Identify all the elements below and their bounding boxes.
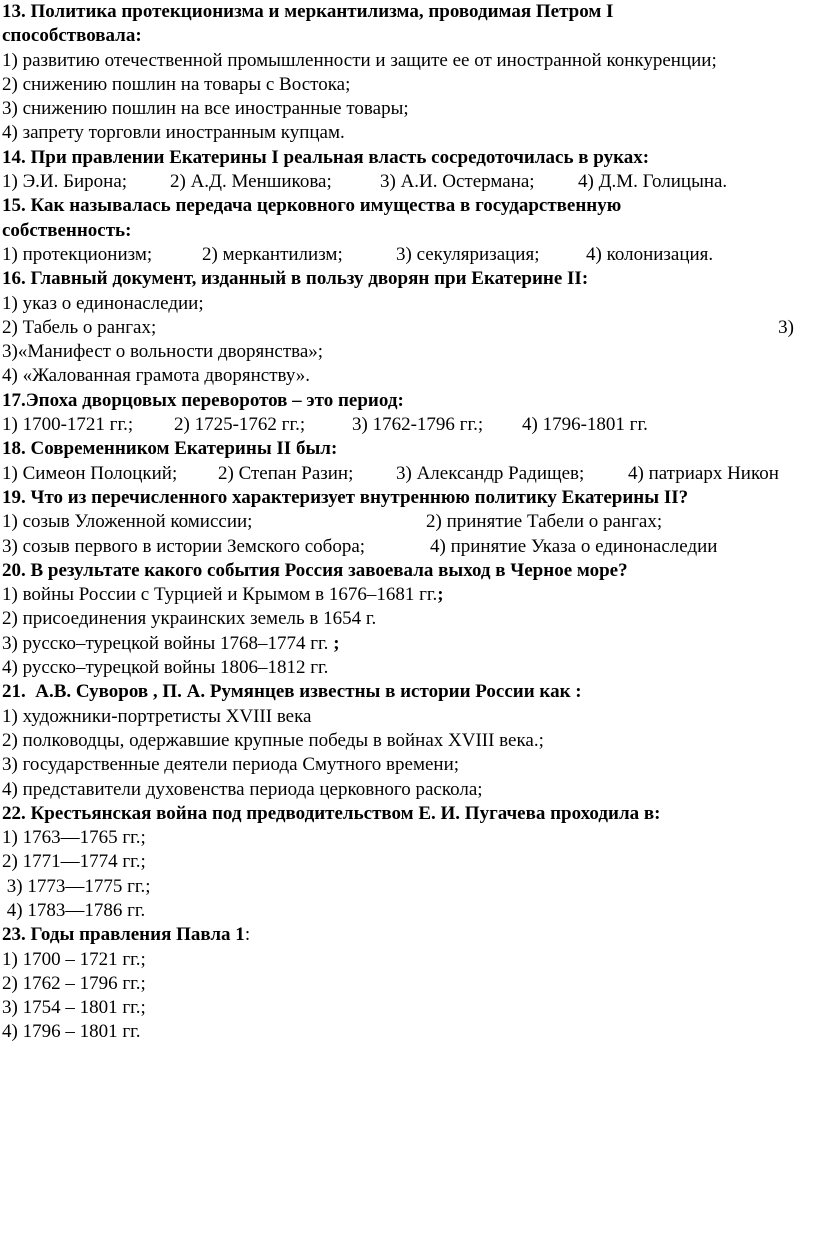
question-23-colon: : [244, 924, 251, 946]
question-19: 19. Что из перечисленного характеризует внутреннюю политику Екатерины II? [2, 486, 689, 508]
answer-19-4: 4) принятие Указа о единонаследии [430, 535, 718, 557]
answer-16-1: 1) указ о единонаследии; [2, 292, 204, 314]
answer-18-3: 3) Александр Радищев; [396, 462, 585, 484]
answer-21-1: 1) художники-портретисты XVIII века [2, 705, 312, 727]
question-15-line1: 15. Как называлась передача церковного имущества в государственную [2, 195, 622, 217]
answer-23-1: 1) 1700 – 1721 гг.; [2, 948, 146, 970]
answer-21-2: 2) полководцы, одержавшие крупные победы в войнах XVIII века.; [2, 729, 544, 751]
question-22: 22. Крестьянская война под предводительством Е. И. Пугачева проходила в: [2, 802, 661, 824]
answers-15 [2, 243, 802, 267]
answer-17-1: 1) 1700-1721 гг.; [2, 414, 134, 436]
answer-14-3: 3) А.И. Остермана; [380, 171, 535, 193]
answer-21-3: 3) государственные деятели периода Смутного времени; [2, 754, 460, 776]
answer-19-1: 1) созыв Уложенной комиссии; [2, 511, 253, 533]
answer-20-1: 1) войны России с Турцией и Крымом в 1676–1681 гг. [2, 584, 438, 606]
question-20: 20. В результате какого события Россия завоевала выход в Черное море? [2, 559, 628, 581]
question-14: 14. При правлении Екатерины I реальная власть сосредоточилась в руках: [2, 146, 650, 168]
answer-18-2: 2) Степан Разин; [218, 462, 354, 484]
answer-20-1-row [2, 583, 802, 607]
answer-14-1: 1) Э.И. Бирона; [2, 171, 128, 193]
answer-13-1: 1) развитию отечественной промышленности и защите ее от иностранной конкуренции; [2, 49, 717, 71]
question-18: 18. Современником Екатерины II был: [2, 438, 338, 460]
answer-23-2: 2) 1762 – 1796 гг.; [2, 972, 146, 994]
answer-20-3-semicolon: ; [333, 632, 340, 654]
answer-15-4: 4) колонизация. [586, 243, 714, 265]
question-15-line2: собственность: [2, 219, 132, 241]
answer-18-4: 4) патриарх Никон [628, 462, 779, 484]
answer-23-3: 3) 1754 – 1801 гг.; [2, 997, 146, 1019]
answer-15-2: 2) меркантилизм; [202, 243, 343, 265]
answers-17 [2, 413, 802, 437]
answer-22-1: 1) 1763—1765 гг.; [2, 827, 146, 849]
answer-13-3: 3) снижению пошлин на все иностранные товары; [2, 98, 409, 120]
answer-19-2: 2) принятие Табели о рангах; [426, 511, 663, 533]
answer-22-3: 3) 1773—1775 гг.; [2, 875, 151, 897]
answer-20-2: 2) присоединения украинских земель в 1654 г. [2, 608, 377, 630]
answer-13-4: 4) запрету торговли иностранным купцам. [2, 122, 345, 144]
answer-15-1: 1) протекционизм; [2, 243, 153, 265]
answer-23-4: 4) 1796 – 1801 гг. [2, 1021, 141, 1043]
answer-20-1-semicolon: ; [437, 584, 444, 606]
question-17: 17.Эпоха дворцовых переворотов – это период: [2, 389, 404, 411]
answers-19-row2 [2, 535, 802, 559]
answer-16-4: 4) «Жалованная грамота дворянству». [2, 365, 311, 387]
answer-14-2: 2) А.Д. Меншикова; [170, 171, 332, 193]
answer-16-2: 2) Табель о рангах; [2, 316, 157, 338]
question-23: 23. Годы правления Павла 1 [2, 924, 245, 946]
answer-21-4: 4) представители духовенства периода церковного раскола; [2, 778, 483, 800]
question-21: 21. А.В. Суворов , П. А. Румянцев известны в истории России как : [2, 681, 582, 703]
answer-19-3: 3) созыв первого в истории Земского собора; [2, 535, 366, 557]
answers-14 [2, 170, 802, 194]
question-23-row [2, 923, 802, 947]
answer-16-2-trailing: 3) [778, 316, 794, 338]
answer-13-2: 2) снижению пошлин на товары с Востока; [2, 73, 351, 95]
question-16: 16. Главный документ, изданный в пользу дворян при Екатерине II: [2, 268, 589, 290]
answers-19-row1 [2, 510, 802, 534]
answer-16-2-row [2, 316, 802, 340]
answers-18 [2, 462, 802, 486]
answer-15-3: 3) секуляризация; [396, 243, 540, 265]
answer-20-3-row [2, 632, 802, 656]
answer-14-4: 4) Д.М. Голицына. [578, 171, 728, 193]
answer-17-3: 3) 1762-1796 гг.; [352, 414, 484, 436]
answer-20-3: 3) русско–турецкой войны 1768–1774 гг. [2, 632, 334, 654]
question-13-line1: 13. Политика протекционизма и меркантилизма, проводимая Петром I [2, 1, 614, 22]
question-13-line2: способствовала: [2, 25, 142, 47]
answer-18-1: 1) Симеон Полоцкий; [2, 462, 178, 484]
document-page [2, 0, 802, 1045]
answer-22-2: 2) 1771—1774 гг.; [2, 851, 146, 873]
answer-22-4: 4) 1783—1786 гг. [2, 899, 146, 921]
answer-17-4: 4) 1796-1801 гг. [522, 414, 648, 436]
answer-16-3: 3)«Манифест о вольности дворянства»; [2, 341, 324, 363]
answer-17-2: 2) 1725-1762 гг.; [174, 414, 306, 436]
answer-20-4: 4) русско–турецкой войны 1806–1812 гг. [2, 657, 329, 679]
